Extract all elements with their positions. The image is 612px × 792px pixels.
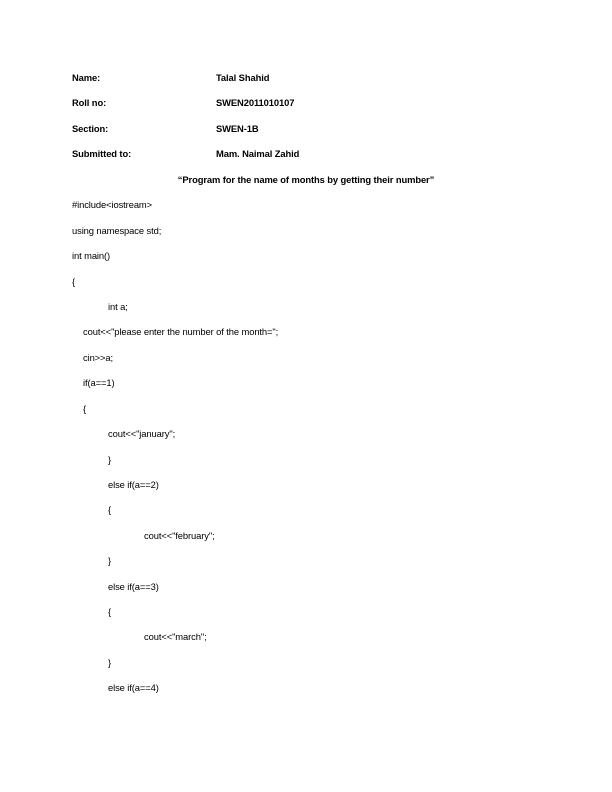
code-line: { — [72, 276, 76, 287]
code-line: } — [108, 657, 112, 668]
code-line: using namespace std; — [72, 225, 162, 236]
code-line: else if(a==3) — [108, 581, 159, 592]
program-title: “Program for the name of months by getting their number” — [177, 174, 435, 185]
name-label: Name: — [72, 72, 101, 83]
code-line: { — [108, 504, 112, 515]
code-line: int a; — [108, 301, 128, 312]
code-line: else if(a==2) — [108, 479, 159, 490]
code-line: cout<<"february"; — [144, 530, 215, 541]
code-line: else if(a==4) — [108, 682, 159, 693]
code-line: { — [83, 403, 87, 414]
submitted-to-value: Mam. Naimal Zahid — [216, 148, 300, 159]
submitted-to-label: Submitted to: — [72, 148, 132, 159]
code-line: cout<<"march"; — [144, 631, 207, 642]
code-line: if(a==1) — [83, 377, 115, 388]
code-line: } — [108, 555, 112, 566]
code-line: int main() — [72, 250, 111, 261]
section-value: SWEN-1B — [216, 123, 259, 134]
section-label: Section: — [72, 123, 109, 134]
code-line: { — [108, 606, 112, 617]
code-line: cin>>a; — [83, 352, 114, 363]
code-line: } — [108, 454, 112, 465]
roll-no-label: Roll no: — [72, 97, 107, 108]
code-line: cout<<"please enter the number of the month="; — [83, 326, 279, 337]
code-line: #include<iostream> — [72, 199, 153, 210]
roll-no-value: SWEN2011010107 — [216, 97, 295, 108]
name-value: Talal Shahid — [216, 72, 270, 83]
code-line: cout<<"january"; — [108, 428, 176, 439]
